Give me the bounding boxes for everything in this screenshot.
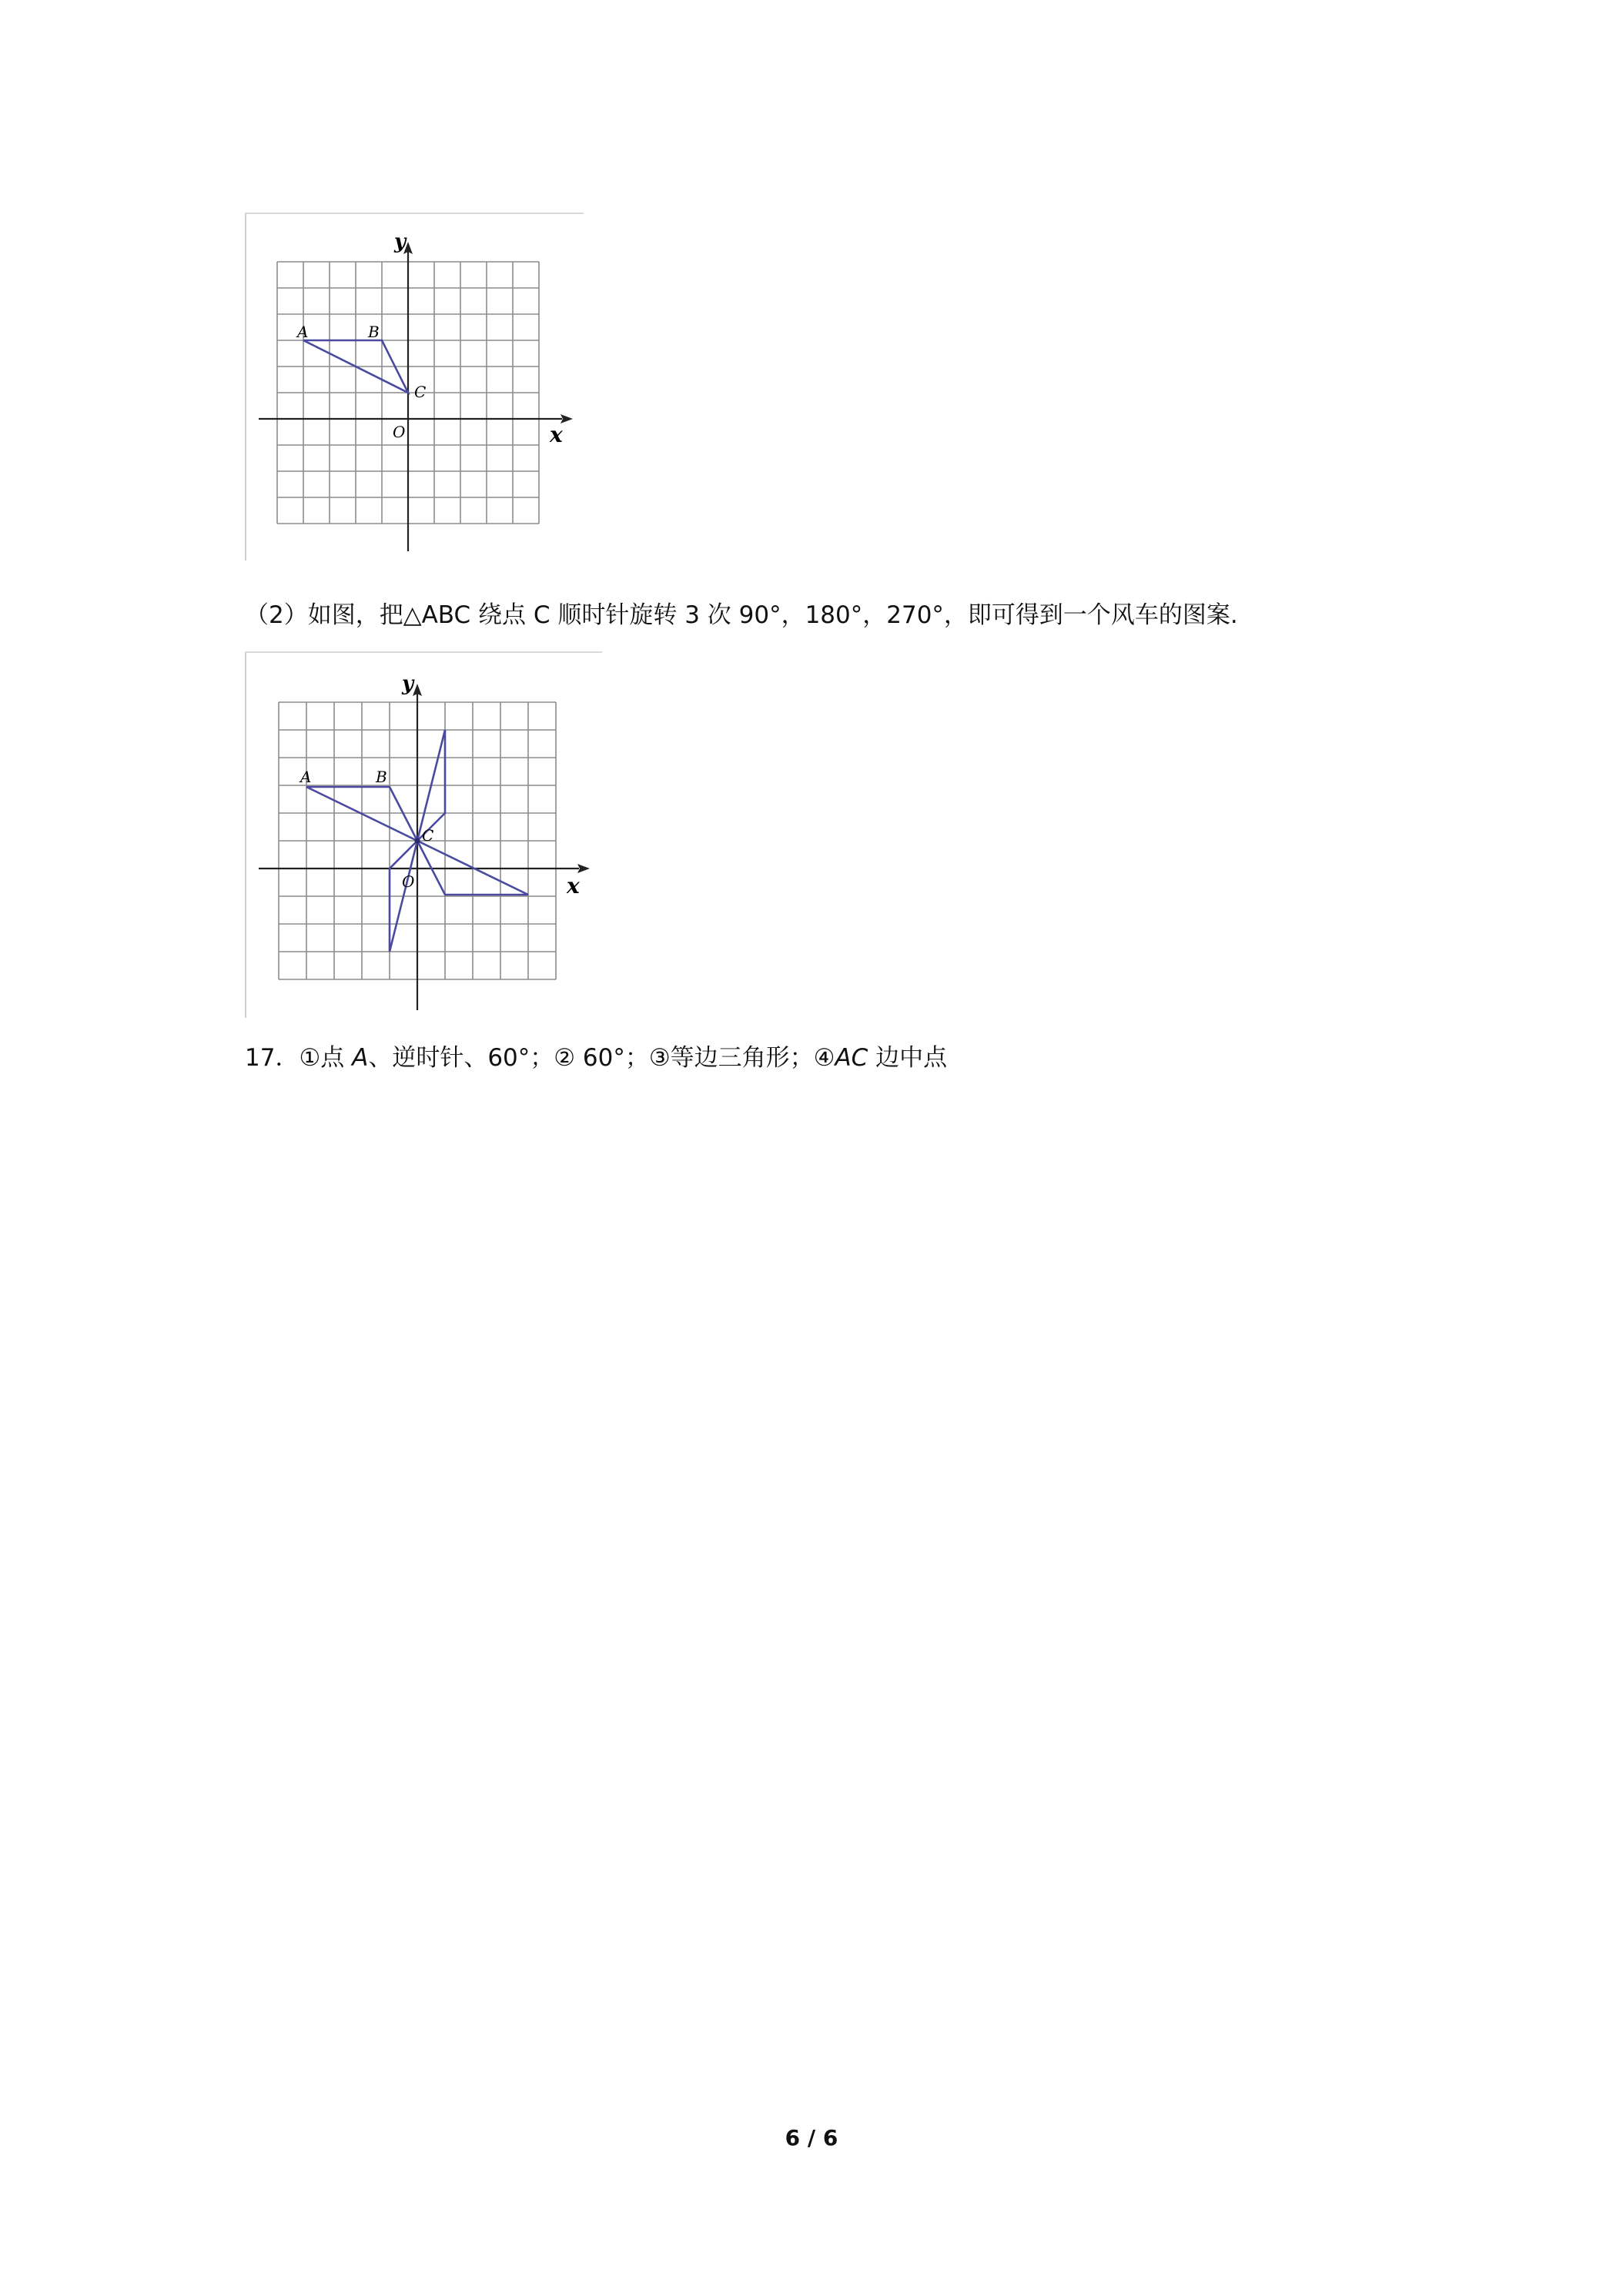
answer-var-a: A — [352, 1044, 369, 1072]
question-17-answer — [245, 1043, 947, 1073]
point-label-b: B — [376, 768, 387, 786]
point-label-c: C — [414, 383, 427, 401]
y-axis-label: y — [394, 230, 407, 253]
grid-svg-1 — [245, 213, 584, 561]
coordinate-grid-figure-1 — [245, 213, 584, 561]
coordinate-grid-figure-2 — [245, 651, 602, 1018]
point-c-dot — [415, 838, 420, 844]
answer-part-1: ①点 — [299, 1044, 353, 1072]
origin-label: O — [402, 872, 415, 891]
point-label-c: C — [422, 826, 434, 845]
answer-var-ac: AC — [835, 1044, 868, 1072]
page-number: 6 / 6 — [785, 2125, 838, 2150]
origin-label: O — [393, 423, 406, 441]
x-axis-label: x — [550, 422, 563, 447]
answer-part-2: 、逆时针、60°；② 60°；③等边三角形；④ — [368, 1044, 835, 1072]
point-label-a: A — [300, 768, 312, 786]
part-2-text: （2）如图，把△ABC 绕点 C 顺时针旋转 3 次 90°，180°，270°，即可得到一个风车的图案. — [245, 601, 1238, 629]
y-axis-label: y — [402, 672, 414, 695]
answer-part-3: 边中点 — [868, 1044, 948, 1072]
x-axis-label: x — [567, 873, 580, 899]
question-number: 17． — [245, 1044, 300, 1072]
x-axis-arrow — [577, 864, 590, 873]
point-label-a: A — [297, 323, 309, 341]
point-label-b: B — [368, 323, 380, 341]
grid-svg-2 — [245, 651, 602, 1018]
